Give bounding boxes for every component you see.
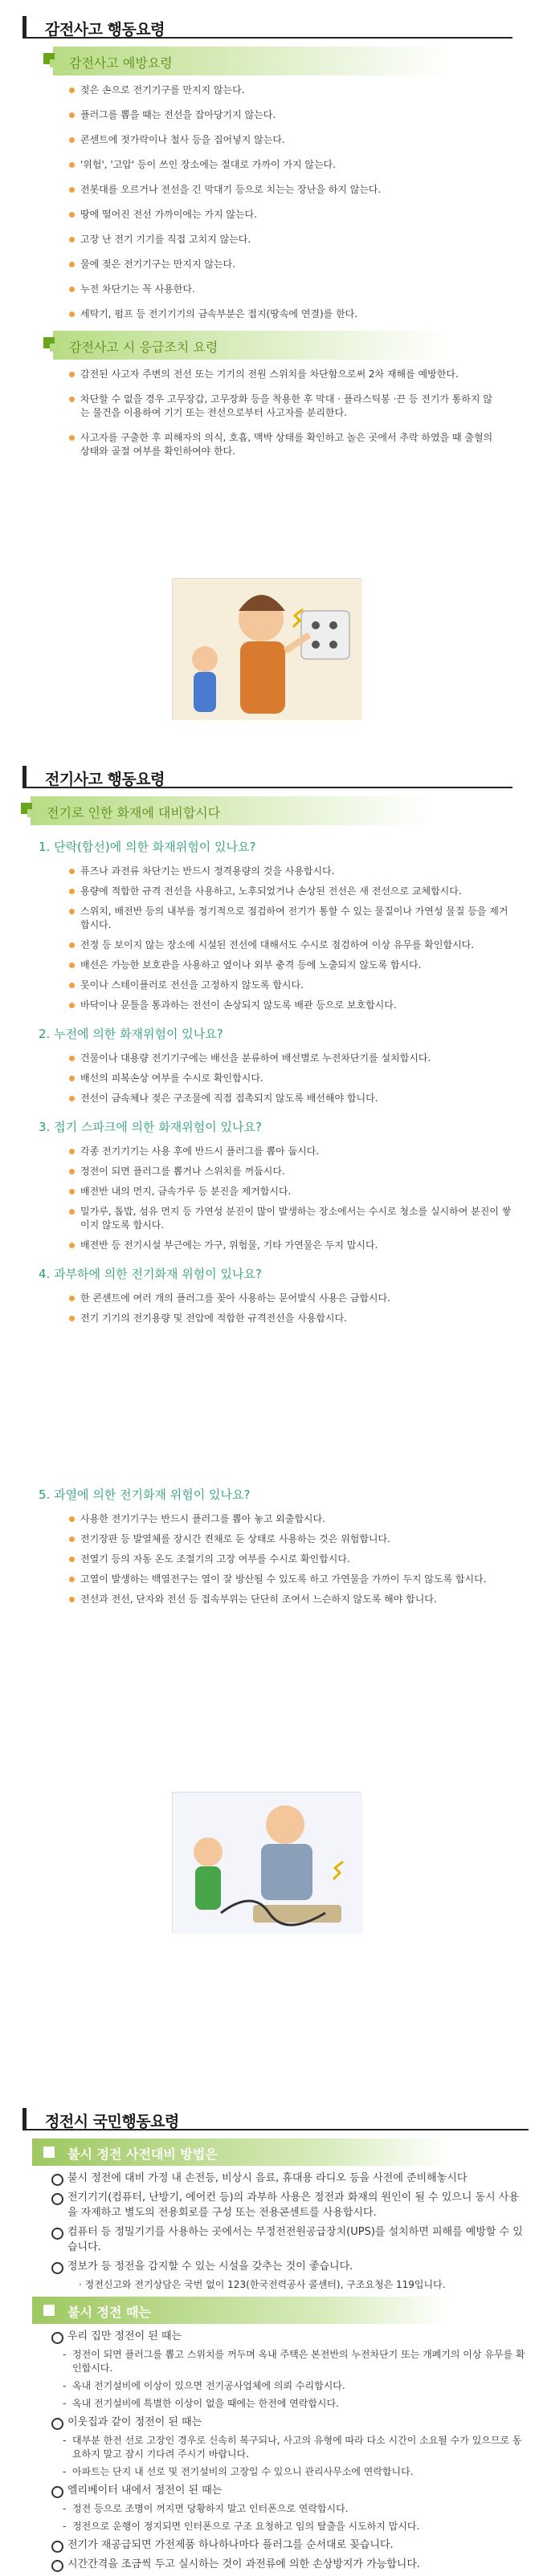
list-item: 배전반 내의 먼지, 금속가루 등 분진을 제거합시다. [69,1185,513,1198]
list-item: 고장 난 전기 기기를 직접 고치지 않는다. [69,233,513,246]
answer-list [69,1145,513,1252]
list-item: 젖은 손으로 전기기구를 만지지 않는다. [69,83,513,97]
list-item: 배선의 피복손상 여부를 수시로 확인합시다. [69,1072,513,1085]
list-item: 전열기 등의 자동 온도 조절기의 고장 여부를 수시로 확인합시다. [69,1553,513,1566]
list-item: 고열이 발생하는 백열전구는 열이 잘 방산될 수 있도록 하고 가연물을 가까이 두지 않도록 합시다. [69,1573,513,1586]
list-item: - 옥내 전기설비에 이상이 있으면 전기공사업체에 의뢰 수리합시다. [63,2379,529,2393]
list-item: 퓨즈나 과전류 차단기는 반드시 정격용량의 것을 사용합시다. [69,865,513,878]
list-item: 건물이나 대용량 전기기구에는 배선을 분류하여 배선별로 누전차단기를 설치합시다. [69,1052,513,1065]
list-item: 전선과 전선, 단자와 전선 등 접속부위는 단단히 조여서 느슨하지 않도록 해야 합니다. [69,1593,513,1606]
list-item: 차단할 수 없을 경우 고무장갑, 고무장화 등을 착용한 후 막대 · 플라스틱봉 ·끈 등 전기가 통하지 않는 물건을 이용하여 기기 또는 전선으로부터 사고자를 분리한다. [69,393,496,420]
own-house-steps [63,2348,529,2411]
first-aid-list [69,368,496,458]
list-item: 사용한 전기기구는 반드시 플러그를 뽑아 놓고 외출합시다. [69,1512,513,1526]
list-item: 스위치, 배전반 등의 내부를 정기적으로 점검하여 전기가 통할 수 있는 물질이나 가연성 물질 등을 제거합시다. [69,905,513,932]
list-item: 플러그를 뽑을 때는 전선을 잡아당기지 않는다. [69,108,513,122]
fire-question-groups [22,838,513,1606]
list-item: 누전 차단기는 꼭 사용한다. [69,283,513,296]
list-item: 엘리베이터 내에서 정전이 된 때는 [51,2483,529,2498]
prevention-list [69,83,513,321]
list-item: - 옥내 전기설비에 특별한 이상이 없을 때에는 한전에 연락합시다. [63,2397,529,2411]
section-title: 전기사고 행동요령 [22,761,513,788]
question-heading: 5. 과열에 의한 전기화재 위험이 있나요? [39,1487,251,1502]
list-item: 이웃집과 같이 정전이 된 때는 [51,2415,529,2430]
answer-list [69,1292,513,1325]
list-item: 세탁기, 펌프 등 전기기기의 금속부분은 접지(땅속에 연결)를 한다. [69,307,513,321]
list-item: 우리 집만 정전이 된 때는 [51,2329,529,2344]
recovery-list [51,2537,529,2572]
list-item: 시간간격을 조금씩 두고 실시하는 것이 과전류에 의한 손상방지가 가능합니다. [51,2557,529,2572]
blackout-list [51,2329,529,2344]
list-item: 배전반 등 전기시설 부근에는 가구, 위험물, 기타 가연물은 두지 맙시다. [69,1239,513,1252]
list-item: 못이나 스테이플러로 전선을 고정하지 않도록 합시다. [69,979,513,992]
section-title: 정전시 국민행동요령 [22,2103,529,2130]
subheading-fire: 전기로 인한 화재에 대비합시다 [31,796,432,825]
list-item: '위험', '고압' 등이 쓰인 장소에는 절대로 가까이 가지 않는다. [69,158,513,172]
list-item: 전기장판 등 발열체를 장시간 켠채로 둔 상태로 사용하는 것은 위험합니다. [69,1532,513,1546]
preparation-list [51,2171,529,2274]
list-item: 땅에 떨어진 전선 가까이에는 가지 않는다. [69,208,513,222]
answer-list [69,865,513,1012]
list-item: 물에 젖은 전기기구는 만지지 않는다. [69,258,513,271]
overload-illustration [172,1792,361,1933]
list-item: 컴퓨터 등 정밀기기를 사용하는 곳에서는 무정전전원공급장치(UPS)를 설치하면 피해를 예방할 수 있습니다. [51,2224,529,2255]
list-item: 사고자를 구출한 후 피해자의 의식, 호흡, 맥박 상태를 확인하고 놀은 곳에서 추락 하였을 때 출혈의 상태와 골절 여부를 확인하여야 한다. [69,431,496,458]
list-item: 배선은 가능한 보호관을 사용하고 옆이나 외부 충격 등에 노출되지 않도록 합시다. [69,958,513,972]
electrocution-illustration [172,578,361,719]
list-item: - 대부분 한전 선로 고장인 경우로 신속히 복구되나, 사고의 유형에 따라 다소 시간이 소요될 수가 있으므로 동요하지 말고 잠시 기다려 주시기 바랍니다. [63,2434,529,2461]
list-item: 전기기기(컴퓨터, 난방기, 에어컨 등)의 과부하 사용은 정전과 화재의 원인이 될 수 있으니 동시 사용을 자제하고 별도의 전용회로를 구성 또는 전용콘센트를 사용합시다. [51,2190,529,2220]
list-item: 용량에 적합한 규격 전선을 사용하고, 노후되었거나 손상된 전선은 새 전선으로 교체합시다. [69,885,513,898]
section-blackout [22,2103,529,2576]
list-item: 콘센트에 젓가락이나 철사 등을 집어넣지 않는다. [69,133,513,147]
list-item: 정보가 등 정전을 감지할 수 있는 시설을 갖추는 것이 좋습니다. [51,2259,529,2274]
subheading-first-aid: 감전사고 시 응급조치 요령 [53,331,448,360]
list-item: 정전이 되면 플러그를 뽑거나 스위치를 꺼둡시다. [69,1165,513,1178]
list-item: 전기 기기의 전기용량 및 전압에 적합한 규격전선을 사용합시다. [69,1312,513,1325]
list-item: 불시 정전에 대비 가정 내 손전등, 비상시 음료, 휴대용 라디오 등을 사전에 준비해놓시다 [51,2171,529,2186]
list-item: 각종 전기기기는 사용 후에 반드시 플러그를 뽑아 둡시다. [69,1145,513,1158]
subheading-during-blackout: 불시 정전 때는 [32,2297,450,2324]
subheading-prevention: 감전사고 예방요령 [53,47,448,75]
section-title: 감전사고 행동요령 [22,11,513,39]
list-item: 전기가 재공급되면 가전제품 하나하나마다 플러그를 순서대로 꽂습니다. [51,2537,529,2553]
answer-list [69,1512,513,1606]
list-item: 전봇대를 오르거나 전선을 긴 막대기 등으로 치는는 장난을 하지 않는다. [69,183,513,197]
list-item: 한 콘센트에 여러 개의 플러그를 꽂아 사용하는 문어발식 사용은 금합시다. [69,1292,513,1305]
list-item: 밀가루, 톱밥, 섬유 먼지 등 가연성 분진이 많이 발생하는 장소에서는 수시로 청소를 실시하여 분진이 쌓이지 않도록 합시다. [69,1205,513,1232]
question-heading: 4. 과부하에 의한 전기화재 위험이 있나요? [39,1267,262,1281]
elevator-steps [63,2502,529,2533]
list-item: - 아파트는 단지 내 선로 및 전기설비의 고장일 수 있으니 관리사무소에 연락합니다. [63,2465,529,2479]
neighbor-steps [63,2434,529,2479]
list-item: 감전된 사고자 주변의 전선 또는 기기의 전원 스위치를 차단함으로써 2차 재해를 예방한다. [69,368,496,381]
contact-note: · 정전신고와 전기상담은 국번 없이 123(한국전력공사 콜센터), 구조요청은 119입니다. [79,2279,446,2290]
subheading-preparation: 불시 정전 사전대비 방법은 [32,2139,450,2166]
list-item: 전정 등 보이지 않는 장소에 시설된 전선에 대해서도 수시로 점검하여 이상 유무를 확인합시다. [69,938,513,952]
list-item: 바닥이나 문틀을 통과하는 전선이 손상되지 않도록 배관 등으로 보호합시다. [69,999,513,1012]
list-item: - 정전으로 운행이 정지되면 인터폰으로 구조 요청하고 임의 탈출을 시도하지 맙시다. [63,2520,529,2533]
question-heading: 2. 누전에 의한 화재위험이 있나요? [39,1027,223,1041]
list-item: - 정전 등으로 조명이 꺼지면 당황하지 말고 인터폰으로 연락합시다. [63,2502,529,2516]
section-electric-accident [22,761,513,1613]
question-heading: 1. 단락(합선)에 의한 화재위험이 있나요? [39,840,256,854]
section-electrocution [22,11,513,470]
answer-list [69,1052,513,1105]
question-heading: 3. 접기 스파크에 의한 화재위험이 있나요? [39,1120,262,1134]
list-item: - 정전이 되면 플러그를 뽑고 스위치를 꺼두며 옥내 주택은 본전반의 누전차단기 또는 개폐기의 이상 유무를 확인합시다. [63,2348,529,2375]
list-item: 전선이 금속체나 젖은 구조물에 직접 접촉되지 않도록 배선해야 합니다. [69,1092,513,1105]
